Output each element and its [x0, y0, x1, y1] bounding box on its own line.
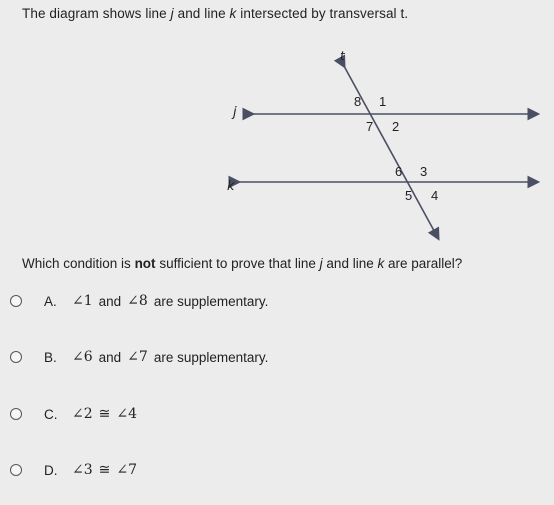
angle-1-label: 1 [379, 94, 387, 109]
angle-8-label: 8 [354, 94, 362, 109]
prompt-mid2: and line [322, 256, 378, 271]
option-c[interactable] [10, 404, 137, 424]
option-left-term: ∠3 [72, 462, 93, 478]
option-letter: B. [44, 349, 57, 365]
question-intro-mid: and line [173, 6, 230, 21]
prompt-line-j: j [319, 256, 323, 271]
radio-option-d[interactable] [10, 464, 22, 476]
option-left-term: ∠1 [72, 293, 93, 309]
option-left-term: ∠6 [72, 349, 93, 365]
option-d[interactable] [10, 460, 137, 480]
option-right-term: ∠7 [116, 462, 138, 478]
option-right-term: ∠8 [127, 293, 148, 309]
radio-option-c[interactable] [10, 408, 22, 420]
option-connector: and [98, 349, 122, 365]
option-suffix: are supplementary. [153, 293, 269, 309]
prompt-mid1: sufficient to prove that line [155, 256, 320, 271]
question-line-j: j [170, 6, 174, 21]
option-b[interactable] [10, 347, 268, 367]
option-a[interactable] [10, 291, 268, 311]
option-connector: ≅ [98, 462, 111, 478]
prompt-pre: Which condition is [22, 256, 135, 271]
angle-2-label: 2 [392, 119, 400, 134]
question-intro-post: intersected by transversal t. [236, 6, 409, 21]
transversal-label: t [340, 49, 345, 63]
radio-option-b[interactable] [10, 351, 22, 363]
option-suffix: are supplementary. [153, 349, 269, 365]
angle-6-label: 6 [395, 164, 403, 179]
line-j-label: j [233, 105, 237, 120]
angle-5-label: 5 [405, 188, 413, 203]
question-intro-pre: The diagram shows line [22, 6, 171, 21]
option-connector: and [98, 293, 122, 309]
question-line-k: k [229, 6, 237, 21]
option-letter: A. [44, 293, 57, 309]
prompt-line-k: k [377, 256, 385, 271]
option-connector: ≅ [98, 406, 111, 422]
option-right-term: ∠7 [127, 349, 148, 365]
option-letter: C. [44, 406, 58, 422]
option-left-term: ∠2 [72, 406, 93, 422]
radio-option-a[interactable] [10, 295, 22, 307]
prompt-post: are parallel? [384, 256, 463, 271]
option-letter: D. [44, 462, 58, 478]
option-right-term: ∠4 [116, 406, 138, 422]
angle-4-label: 4 [431, 188, 439, 203]
angle-3-label: 3 [420, 164, 428, 179]
angle-7-label: 7 [366, 119, 374, 134]
line-k-label: k [227, 179, 235, 194]
prompt-emphasis: not [134, 256, 156, 271]
